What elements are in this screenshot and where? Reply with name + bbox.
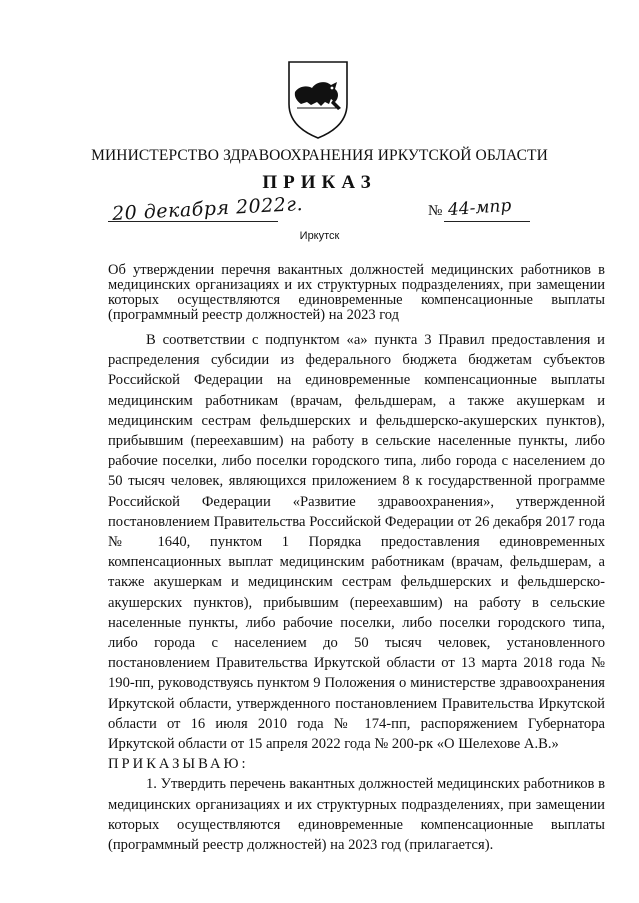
date-underline	[108, 221, 278, 222]
coat-of-arms-icon	[283, 58, 353, 140]
order-item-1: 1. Утвердить перечень вакантных должностей медицинских работников в медицинских организациях и их структурных подразделениях, при замещении которых осуществляются единовременные компенсационные выплаты (программный реестр должностей) на 2023 год (прилагается).	[108, 776, 605, 854]
number-sign: №	[428, 203, 443, 219]
ministry-name: МИНИСТЕРСТВО ЗДРАВООХРАНЕНИЯ ИРКУТСКОЙ ОБЛАСТИ	[91, 147, 548, 164]
document-number: 44-мпр	[447, 195, 512, 221]
preamble-paragraph: В соответствии с подпунктом «а» пункта 3 Правил предоставления и распределения субсидии из федерального бюджета бюджетам субъектов Российской Федерации на единовременные компенсационные выплаты медицинским работникам (врачам, фельдшерам, а также акушеркам и медицинским сестрам фельдшерских и фельдшерско-акушерских пунктов), прибывшим (переехавшим) на работу в сельские населенные пункты, либо рабочие поселки, либо поселки городского типа, либо города с населением до 50 тысяч человек, являющихся приложением 8 к государственной программе Российской Федерации «Развитие здравоохранения», утвержденной постановлением Правительства Российской Федерации от 26 декабря 2017 года № 1640, пунктом 1 Порядка предоставления единовременных компенсационных выплат медицинским работникам (врачам, фельдшерам, а также акушеркам и медицинским сестрам фельдшерских и фельдшерско-акушерских пунктов), прибывшим (переехавшим) на работу в сельские населенные пункты, либо рабочие поселки, либо поселки городского типа, либо города с населением до 50 тысяч человек, установленного постановлением Правительства Иркутской области от 13 марта 2018 года № 190-пп, руководствуясь пунктом 9 Положения о министерстве здравоохранения Иркутской области, утвержденного постановлением Правительства Иркутской области от 16 июля 2010 года № 174-пп, распоряжением Губернатора Иркутской области от 15 апреля 2022 года № 200-рк «О Шелехове А.В.»	[108, 332, 605, 753]
document-type: ПРИКАЗ	[262, 172, 377, 193]
document-body	[108, 330, 605, 855]
number-underline	[444, 221, 530, 222]
document-subject: Об утверждении перечня вакантных должностей медицинских работников в медицинских организациях и их структурных подразделениях, при замещении которых осуществляются единовременные компенсационные выплаты (программный реестр должностей) на 2023 год	[108, 262, 605, 323]
city-name: Иркутск	[299, 230, 340, 242]
document-date: 20 декабря 2022г.	[111, 193, 304, 225]
order-word: ПРИКАЗЫВАЮ:	[108, 756, 249, 773]
